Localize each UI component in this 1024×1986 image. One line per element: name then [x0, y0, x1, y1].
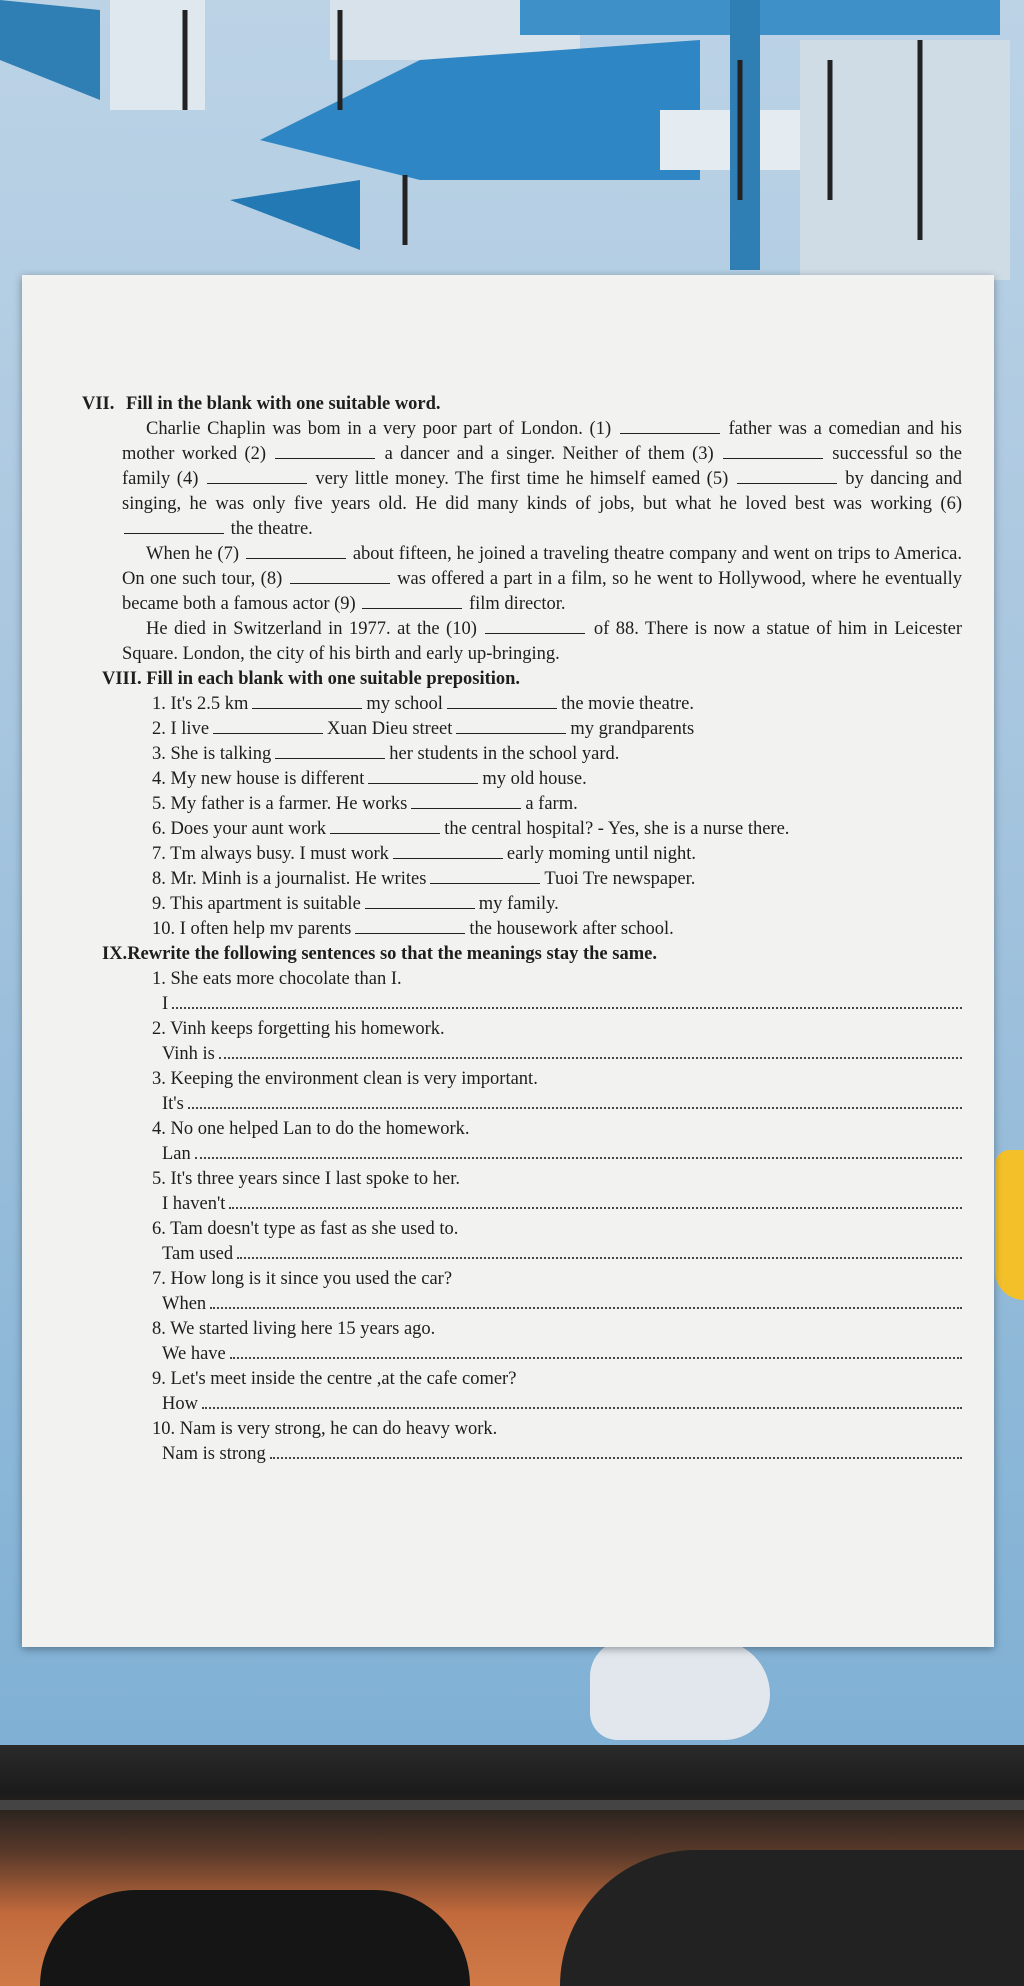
answer-dots[interactable]: [270, 1445, 962, 1459]
section-7-paragraph-1: [82, 417, 962, 542]
rewrite-answer-line[interactable]: [82, 1142, 962, 1167]
item-text: my family.: [478, 894, 559, 914]
answer-dots[interactable]: [202, 1395, 962, 1409]
table-rim: [0, 1800, 1024, 1810]
text: father was a comedian and his mother worked (2): [122, 419, 963, 464]
rewrite-answer-line[interactable]: [82, 1242, 962, 1267]
blank[interactable]: [430, 869, 540, 884]
blank-8[interactable]: [290, 569, 390, 584]
blank[interactable]: [456, 719, 566, 734]
text: a dancer and a singer. Neither of them (3): [384, 444, 714, 464]
text: film director.: [468, 594, 566, 614]
answer-dots[interactable]: [210, 1295, 962, 1309]
answer-dots[interactable]: [229, 1195, 962, 1209]
list-item: [152, 817, 962, 842]
blank[interactable]: [275, 744, 385, 759]
list-item: [152, 917, 962, 942]
rewrite-answer-line[interactable]: [82, 1292, 962, 1317]
text: very little money. The first time he himself eamed (5): [315, 469, 729, 489]
answer-start: Tam used: [162, 1244, 234, 1264]
section-number: VII.: [82, 394, 115, 414]
text: He died in Switzerland in 1977. at the (10): [146, 619, 477, 639]
blank[interactable]: [213, 719, 323, 734]
rewrite-answer-line[interactable]: [82, 1442, 962, 1467]
blank[interactable]: [368, 769, 478, 784]
rewrite-question: 5. It's three years since I last spoke to her.: [152, 1169, 460, 1189]
blank[interactable]: [365, 894, 475, 909]
blank-6[interactable]: [124, 519, 224, 534]
item-number: 7.: [152, 844, 166, 864]
rewrite-question: 8. We started living here 15 years ago.: [152, 1319, 436, 1339]
section-7-paragraph-3: [82, 617, 962, 667]
rewrite-answer-line[interactable]: [82, 1092, 962, 1117]
item-number: 5.: [152, 794, 166, 814]
item-number: 2.: [152, 719, 166, 739]
section-title: Fill in the blank with one suitable word.: [126, 394, 441, 414]
list-item: [152, 692, 962, 717]
item-text: my school: [366, 694, 443, 714]
item-text: She is talking: [170, 744, 272, 764]
item-text: my old house.: [482, 769, 587, 789]
answer-start: Vinh is: [162, 1044, 215, 1064]
list-item: [152, 742, 962, 767]
blank[interactable]: [447, 694, 557, 709]
rewrite-answer-line[interactable]: [82, 992, 962, 1017]
answer-start: When: [162, 1294, 207, 1314]
blank[interactable]: [330, 819, 440, 834]
background-poster-art: [0, 0, 1024, 280]
blank-2[interactable]: [275, 444, 375, 459]
blank-3[interactable]: [723, 444, 823, 459]
answer-start: I haven't: [162, 1194, 226, 1214]
answer-start: I: [162, 994, 169, 1014]
answer-dots[interactable]: [195, 1145, 962, 1159]
item-text: Tuoi Tre newspaper.: [544, 869, 696, 889]
blank-7[interactable]: [246, 544, 346, 559]
item-text: the central hospital? - Yes, she is a nurse there.: [444, 819, 790, 839]
worksheet-content: [82, 392, 962, 1467]
text: Charlie Chaplin was bom in a very poor part of London. (1): [146, 419, 612, 439]
item-text: Mr. Minh is a journalist. He writes: [170, 869, 427, 889]
blank[interactable]: [355, 919, 465, 934]
item-text: my grandparents: [570, 719, 695, 739]
blank-9[interactable]: [362, 594, 462, 609]
item-text: the movie theatre.: [560, 694, 694, 714]
item-number: 4.: [152, 769, 166, 789]
rewrite-question: 3. Keeping the environment clean is very important.: [152, 1069, 538, 1089]
hand: [590, 1640, 770, 1740]
text: successful so the family (4): [122, 444, 962, 489]
blank[interactable]: [393, 844, 503, 859]
blank-10[interactable]: [485, 619, 585, 634]
item-text: Tm always busy. I must work: [170, 844, 389, 864]
item-text: It's 2.5 km: [170, 694, 249, 714]
rewrite-question: 10. Nam is very strong, he can do heavy work.: [152, 1419, 498, 1439]
item-number: 1.: [152, 694, 166, 714]
section-9-heading: [82, 942, 962, 967]
answer-dots[interactable]: [172, 995, 962, 1009]
item-text: I often help mv parents: [179, 919, 352, 939]
worksheet-paper: [22, 275, 994, 1647]
item-text: a farm.: [525, 794, 578, 814]
section-number: IX.: [102, 944, 128, 964]
text: about fifteen, he joined a traveling theatre company and went on trips to America. On one such tour, (8): [122, 544, 963, 589]
rewrite-list: [82, 967, 962, 1467]
text: by dancing and singing, he was only five years old. He did many kinds of jobs, but what he loved best was working (6): [122, 469, 963, 514]
rewrite-question: 4. No one helped Lan to do the homework.: [152, 1119, 470, 1139]
answer-dots[interactable]: [230, 1345, 962, 1359]
rewrite-answer-line[interactable]: [82, 1392, 962, 1417]
blank-1[interactable]: [620, 419, 720, 434]
yellow-object: [995, 1150, 1024, 1300]
item-text: This apartment is suitable: [170, 894, 361, 914]
item-text: her students in the school yard.: [389, 744, 620, 764]
rewrite-question: 6. Tam doesn't type as fast as she used to.: [152, 1219, 459, 1239]
blank-4[interactable]: [207, 469, 307, 484]
answer-dots[interactable]: [237, 1245, 962, 1259]
rewrite-answer-line[interactable]: [82, 1342, 962, 1367]
list-item: [152, 767, 962, 792]
item-text: Does your aunt work: [170, 819, 327, 839]
list-item: [152, 717, 962, 742]
list-item: [152, 792, 962, 817]
text: When he (7): [146, 544, 239, 564]
rewrite-question: 7. How long is it since you used the car?: [152, 1269, 453, 1289]
blank[interactable]: [411, 794, 521, 809]
item-number: 9.: [152, 894, 166, 914]
answer-start: Lan: [162, 1144, 191, 1164]
text: was offered a part in a film, so he went to Hollywood, where he eventually became both a famous actor (9): [122, 569, 963, 614]
text: of 88. There is now a statue of him in Leicester Square. London, the city of his birth and early up-bringing.: [122, 619, 963, 664]
answer-dots[interactable]: [219, 1045, 962, 1059]
item-text: My new house is different: [170, 769, 365, 789]
list-item: [152, 892, 962, 917]
blank[interactable]: [252, 694, 362, 709]
item-text: I live: [170, 719, 210, 739]
item-number: 3.: [152, 744, 166, 764]
answer-start: We have: [162, 1344, 226, 1364]
answer-start: How: [162, 1394, 198, 1414]
section-7-heading: [82, 392, 962, 417]
section-title: Fill in each blank with one suitable preposition.: [146, 669, 521, 689]
text: the theatre.: [230, 519, 313, 539]
list-item: [152, 842, 962, 867]
item-number: 8.: [152, 869, 166, 889]
rewrite-answer-line[interactable]: [82, 1042, 962, 1067]
preposition-list: [82, 692, 962, 942]
item-text: early moming until night.: [506, 844, 696, 864]
item-number: 6.: [152, 819, 166, 839]
section-8-heading: [82, 667, 962, 692]
rewrite-answer-line[interactable]: [82, 1192, 962, 1217]
answer-start: Nam is strong: [162, 1444, 266, 1464]
list-item: [152, 867, 962, 892]
item-text: My father is a farmer. He works: [170, 794, 408, 814]
shadow-right: [560, 1850, 1024, 1986]
answer-start: It's: [162, 1094, 184, 1114]
section-number: VIII.: [102, 669, 142, 689]
blank-5[interactable]: [737, 469, 837, 484]
section-7-paragraph-2: [82, 542, 962, 617]
item-text: the housework after school.: [469, 919, 674, 939]
item-text: Xuan Dieu street: [327, 719, 453, 739]
shadow-left: [40, 1890, 470, 1986]
rewrite-question: 9. Let's meet inside the centre ,at the cafe comer?: [152, 1369, 517, 1389]
rewrite-question: 1. She eats more chocolate than I.: [152, 969, 402, 989]
section-title: Rewrite the following sentences so that the meanings stay the same.: [127, 944, 657, 964]
rewrite-question: 2. Vinh keeps forgetting his homework.: [152, 1019, 445, 1039]
item-number: 10.: [152, 919, 176, 939]
answer-dots[interactable]: [188, 1095, 962, 1109]
